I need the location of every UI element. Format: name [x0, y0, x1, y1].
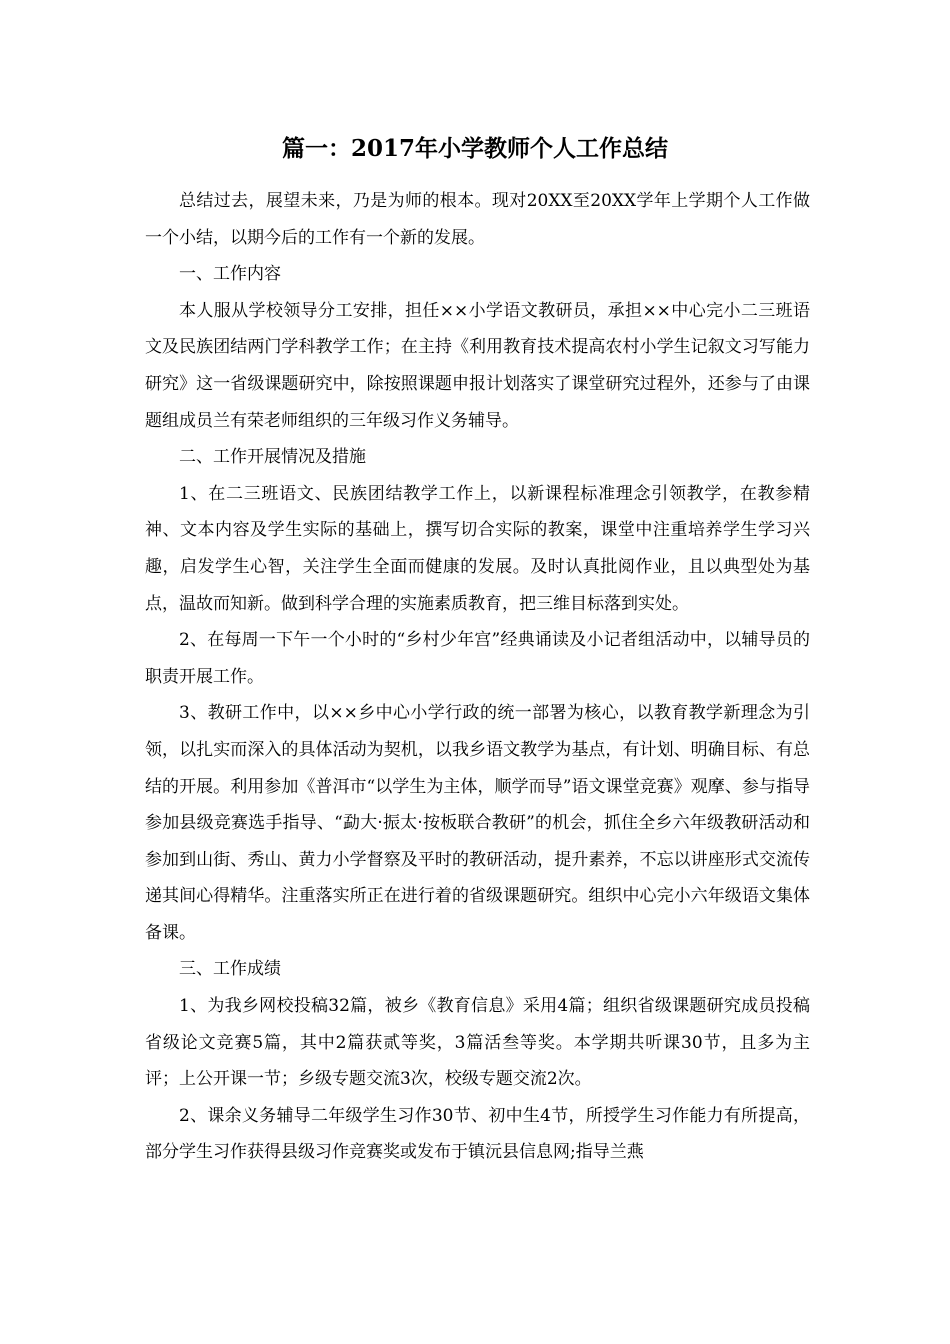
document-title: 篇一：2017年小学教师个人工作总结	[281, 135, 668, 162]
document-body	[145, 183, 810, 1171]
section-heading-measures: 二、工作开展情况及措施	[179, 447, 366, 468]
paragraph-measure-3: 3、教研工作中，以××乡中心小学行政的统一部署为核心，以教育教学新理念为引领，以扎实而深入的具体活动为契机，以我乡语文教学为基点，有计划、明确目标、有总结的开展。利用参加《普洱市“以学生为主体，顺学而导”语文课堂竞赛》观摩、参与指导参加县级竞赛选手指导、“勐大·振太·按板联合教研”的机会，抓住全乡六年级教研活动和参加到山街、秀山、黄力小学督察及平时的教研活动，提升素养，不忘以讲座形式交流传递其间心得精华。注重落实所正在进行着的省级课题研究。组织中心完小六年级语文集体备课。	[145, 703, 810, 943]
paragraph-measure-1: 1、在二三班语文、民族团结教学工作上，以新课程标准理念引领教学，在教参精神、文本内容及学生实际的基础上，撰写切合实际的教案，课堂中注重培养学生学习兴趣，启发学生心智，关注学生全面而健康的发展。及时认真批阅作业，且以典型处为基点，温故而知新。做到科学合理的实施素质教育，把三维目标落到实处。	[145, 483, 810, 614]
paragraph-work-content: 本人服从学校领导分工安排，担任××小学语文教研员，承担××中心完小二三班语文及民族团结两门学科教学工作；在主持《利用教育技术提高农村小学生记叙文习写能力研究》这一省级课题研究中，除按照课题申报计划落实了课堂研究过程外，还参与了由课题组成员兰有荣老师组织的三年级习作义务辅导。	[145, 300, 810, 431]
paragraph-measure-2: 2、在每周一下午一个小时的“乡村少年宫”经典诵读及小记者组活动中，以辅导员的职责开展工作。	[145, 630, 810, 687]
paragraph-result-1: 1、为我乡网校投稿32篇，被乡《教育信息》采用4篇；组织省级课题研究成员投稿省级论文竞赛5篇，其中2篇获贰等奖，3篇活叁等奖。本学期共听课30节，且多为主评；上公开课一节；乡级专题交流3次，校级专题交流2次。	[145, 996, 810, 1090]
section-heading-work-content: 一、工作内容	[179, 264, 281, 285]
section-heading-results: 三、工作成绩	[179, 959, 281, 980]
paragraph-intro: 总结过去，展望未来，乃是为师的根本。现对20XX至20XX学年上学期个人工作做一个小结，以期今后的工作有一个新的发展。	[145, 191, 810, 248]
paragraph-result-2: 2、课余义务辅导二年级学生习作30节、初中生4节，所授学生习作能力有所提高，部分学生习作获得县级习作竞赛奖或发布于镇沅县信息网;指导兰燕	[145, 1105, 810, 1163]
